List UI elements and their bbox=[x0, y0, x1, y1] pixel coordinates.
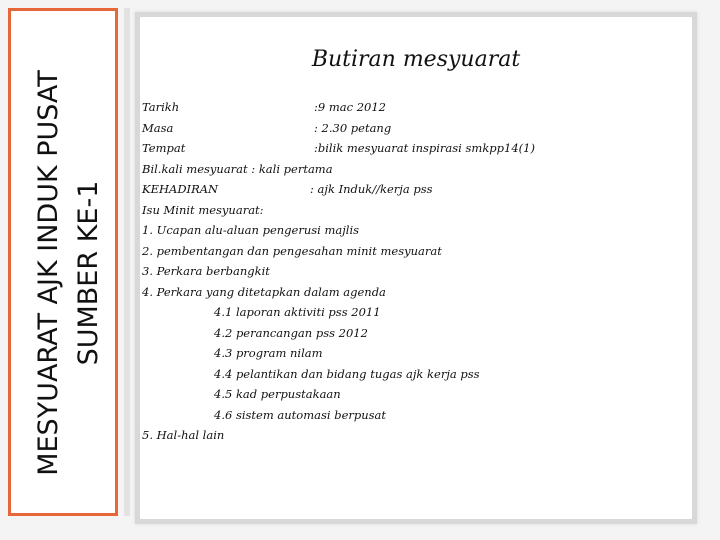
agenda-heading: Isu Minit mesyuarat: bbox=[142, 202, 264, 217]
agenda-item: 2. pembentangan dan pengesahan minit mesyuarat bbox=[142, 243, 442, 258]
agenda-subitem: 4.3 program nilam bbox=[214, 346, 323, 360]
field-value: : ajk Induk//kerja pss bbox=[310, 182, 433, 196]
agenda-item: 1. Ucapan alu-aluan pengerusi majlis bbox=[142, 223, 360, 237]
agenda-item: 5. Hal-hal lain bbox=[142, 428, 225, 442]
agenda-subitem: 4.2 perancangan pss 2012 bbox=[214, 325, 368, 340]
field-value: :9 mac 2012 bbox=[314, 100, 386, 114]
content-panel bbox=[135, 12, 697, 524]
field-label: Masa bbox=[142, 120, 174, 135]
agenda-subitem: 4.5 kad perpustakaan bbox=[214, 387, 341, 401]
field-value: : 2.30 petang bbox=[314, 120, 392, 135]
minutes-details bbox=[142, 97, 682, 446]
field-label: KEHADIRAN bbox=[142, 182, 219, 196]
field-row-masa bbox=[142, 118, 682, 139]
agenda-item: 3. Perkara berbangkit bbox=[142, 264, 270, 278]
field-row-tarikh bbox=[142, 97, 682, 118]
side-title-line1: MESYUARAT AJK INDUK PUSAT bbox=[33, 70, 64, 476]
meeting-count: Bil.kali mesyuarat : kali pertama bbox=[142, 161, 333, 176]
agenda-subitem: 4.6 sistem automasi berpusat bbox=[214, 407, 387, 422]
field-label: Tarikh bbox=[142, 100, 180, 114]
agenda-item: 4. Perkara yang ditetapkan dalam agenda bbox=[142, 284, 386, 299]
page-title: Butiran mesyuarat bbox=[311, 47, 521, 72]
field-row-kehadiran bbox=[142, 179, 682, 200]
field-label: Tempat bbox=[142, 141, 186, 155]
side-title-panel bbox=[8, 8, 118, 516]
agenda-subitem: 4.4 pelantikan dan bidang tugas ajk kerja pss bbox=[214, 366, 480, 381]
agenda-subitem: 4.1 laporan aktiviti pss 2011 bbox=[214, 305, 381, 319]
field-value: :bilik mesyuarat inspirasi smkpp14(1) bbox=[314, 141, 535, 155]
side-title-line2: SUMBER KE-1 bbox=[73, 180, 104, 366]
side-title bbox=[29, 70, 109, 476]
decorative-strip bbox=[124, 8, 130, 516]
field-row-tempat bbox=[142, 138, 682, 159]
